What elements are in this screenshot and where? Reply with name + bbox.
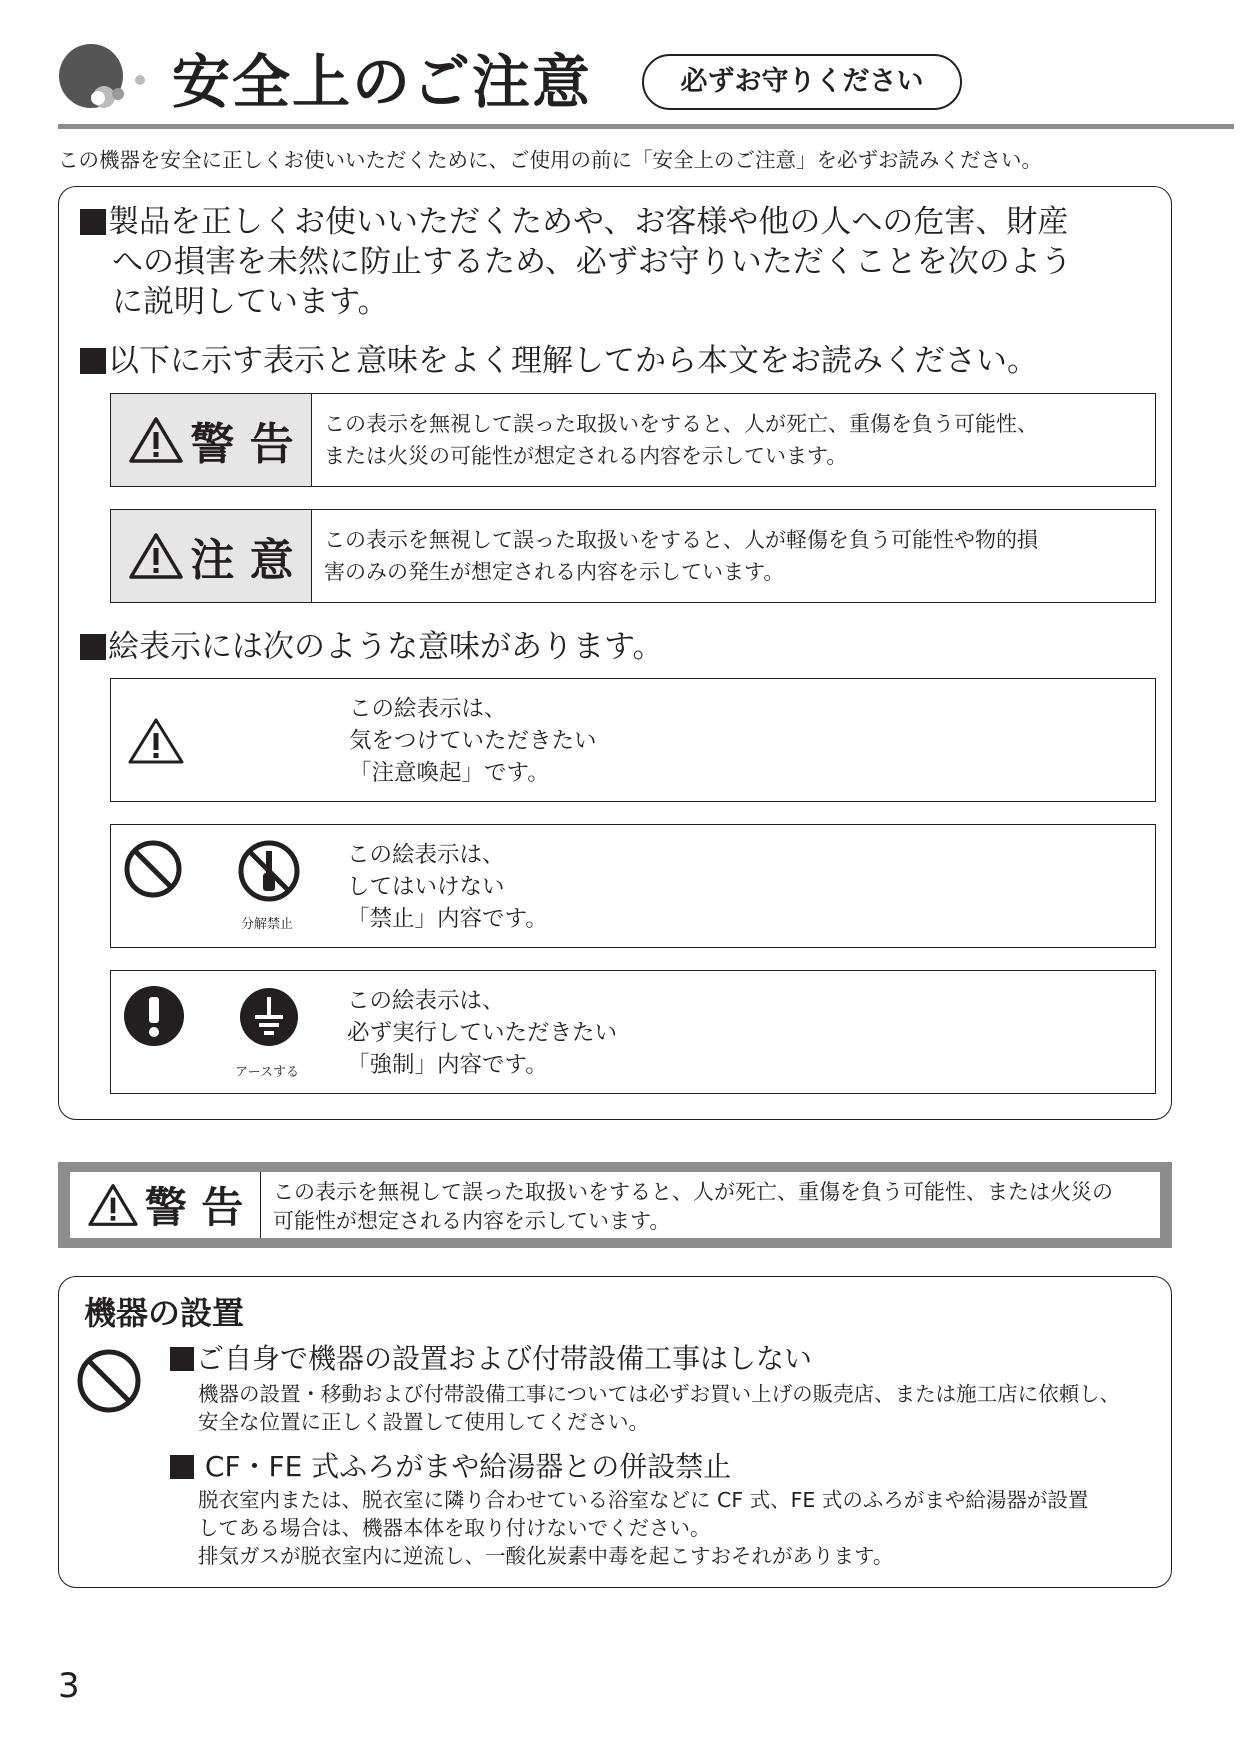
bullet-square-icon bbox=[80, 634, 106, 660]
pictogram-mandatory-text: この絵表示は、 必ず実行していただきたい 「強制」内容です。 bbox=[347, 988, 618, 1078]
bullet-square-icon bbox=[80, 348, 106, 374]
caution-definition-row bbox=[110, 509, 1156, 603]
header-logo bbox=[58, 42, 148, 112]
purpose-paragraph: 製品を正しくお使いいただくためや、お客様や他の人への危害、財産 への損害を未然に防止するため、必ずお守りいただくことを次のよう に説明しています。 bbox=[80, 202, 1160, 322]
pictogram-meaning-heading: 絵表示には次のような意味があります。 bbox=[80, 627, 664, 667]
ground-earth-icon bbox=[239, 987, 299, 1047]
warning-triangle-icon bbox=[87, 1182, 139, 1228]
warning-banner-description: この表示を無視して誤った取扱いをすると、人が死亡、重傷を負う可能性、または火災の 可能性が想定される内容を示しています。 bbox=[273, 1180, 1113, 1233]
caution-label: 注 意 bbox=[111, 510, 312, 602]
self-install-prohibited-heading: ご自身で機器の設置および付帯設備工事はしない bbox=[170, 1340, 812, 1378]
warning-banner-inner bbox=[70, 1172, 1160, 1238]
warning-banner-label: 警 告 bbox=[70, 1172, 261, 1238]
warning-label: 警 告 bbox=[111, 394, 312, 486]
no-disassembly-caption: 分解禁止 bbox=[241, 917, 294, 932]
pictogram-prohibition-box bbox=[110, 824, 1156, 948]
warning-definition-row bbox=[110, 393, 1156, 487]
warning-triangle-icon bbox=[128, 415, 184, 465]
no-disassembly-icon bbox=[237, 839, 301, 903]
self-install-prohibited-body: 機器の設置・移動および付帯設備工事については必ずお買い上げの販売店、または施工店に依頼し、 安全な位置に正しく設置して使用してください。 bbox=[198, 1382, 1121, 1434]
read-instructions-heading: 以下に示す表示と意味をよく理解してから本文をお読みください。 bbox=[80, 341, 1038, 381]
caution-description: この表示を無視して誤った取扱いをすると、人が軽傷を負う可能性や物的損 害のみの発生が想定される内容を示しています。 bbox=[324, 528, 1038, 584]
pictogram-caution-box bbox=[110, 678, 1156, 802]
ground-caption: アースする bbox=[235, 1065, 299, 1080]
pictogram-mandatory-box bbox=[110, 970, 1156, 1094]
installation-title: 機器の設置 bbox=[84, 1294, 245, 1332]
caution-triangle-icon bbox=[127, 717, 185, 765]
header-rule bbox=[58, 124, 1234, 129]
bullet-square-icon bbox=[170, 1347, 194, 1371]
page-title: 安全上のご注意 bbox=[172, 48, 593, 116]
bullet-square-icon bbox=[80, 209, 106, 235]
must-follow-badge: 必ずお守りください bbox=[642, 54, 962, 110]
cf-fe-coexistence-body: 脱衣室内または、脱衣室に隣り合わせている浴室などに CF 式、FE 式のふろがまや給湯器が設置 してある場合は、機器本体を取り付けないでください。 排気ガスが脱衣室内に逆流し、一酸化炭素中毒を起こすおそれがあります。 bbox=[198, 1488, 1089, 1568]
page-number: 3 bbox=[58, 1666, 80, 1706]
warning-description: この表示を無視して誤った取扱いをすると、人が死亡、重傷を負う可能性、 または火災の可能性が想定される内容を示しています。 bbox=[324, 412, 1038, 468]
pictogram-caution-text: この絵表示は、 気をつけていただきたい 「注意喚起」です。 bbox=[349, 696, 597, 786]
prohibition-icon bbox=[123, 839, 183, 899]
cf-fe-coexistence-heading: CF・FE 式ふろがまや給湯器との併設禁止 bbox=[170, 1448, 731, 1486]
mandatory-exclamation-icon bbox=[123, 985, 185, 1047]
prohibition-icon bbox=[76, 1348, 142, 1414]
pictogram-prohibition-text: この絵表示は、 してはいけない 「禁止」内容です。 bbox=[347, 842, 548, 932]
bullet-square-icon bbox=[170, 1455, 194, 1479]
intro-text: この機器を安全に正しくお使いいただくために、ご使用の前に「安全上のご注意」を必ずお読みください。 bbox=[58, 148, 1042, 172]
warning-banner bbox=[58, 1162, 1172, 1248]
warning-triangle-icon bbox=[128, 531, 184, 581]
